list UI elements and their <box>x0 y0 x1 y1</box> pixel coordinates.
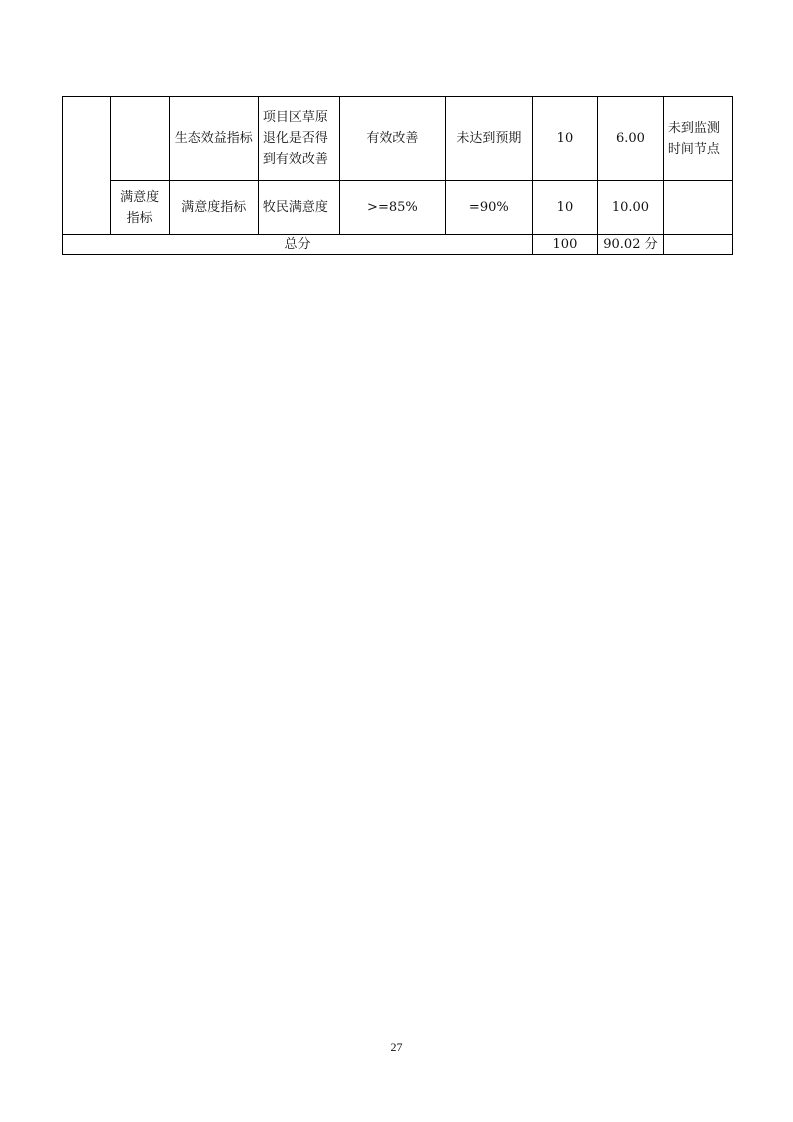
table-row-ecological-benefit <box>63 97 733 181</box>
cell-score: 6.00 <box>597 97 663 181</box>
table-row-total <box>63 235 733 255</box>
cell-actual: 未达到预期 <box>445 97 532 181</box>
cell-target: >=85% <box>340 181 446 235</box>
total-score: 90.02 分 <box>597 235 663 255</box>
cell-actual: =90% <box>445 181 532 235</box>
cell-note <box>663 181 732 235</box>
cell-score: 10.00 <box>597 181 663 235</box>
cell-target: 有效改善 <box>340 97 446 181</box>
total-note <box>663 235 732 255</box>
cell-weight: 10 <box>532 181 597 235</box>
cell-level3: 生态效益指标 <box>169 97 258 181</box>
cell-level3: 满意度指标 <box>169 181 258 235</box>
page-number: 27 <box>390 1040 403 1054</box>
cell-indicator: 牧民满意度 <box>258 181 339 235</box>
cell-weight: 10 <box>532 97 597 181</box>
cell-level2 <box>110 97 169 181</box>
performance-evaluation-table <box>62 96 733 255</box>
total-label: 总分 <box>63 235 533 255</box>
cell-indicator: 项目区草原退化是否得到有效改善 <box>258 97 339 181</box>
table-row-satisfaction <box>63 181 733 235</box>
cell-note: 未到监测时间节点 <box>663 97 732 181</box>
cell-level1 <box>63 97 111 235</box>
cell-level2: 满意度指标 <box>110 181 169 235</box>
total-weight: 100 <box>532 235 597 255</box>
